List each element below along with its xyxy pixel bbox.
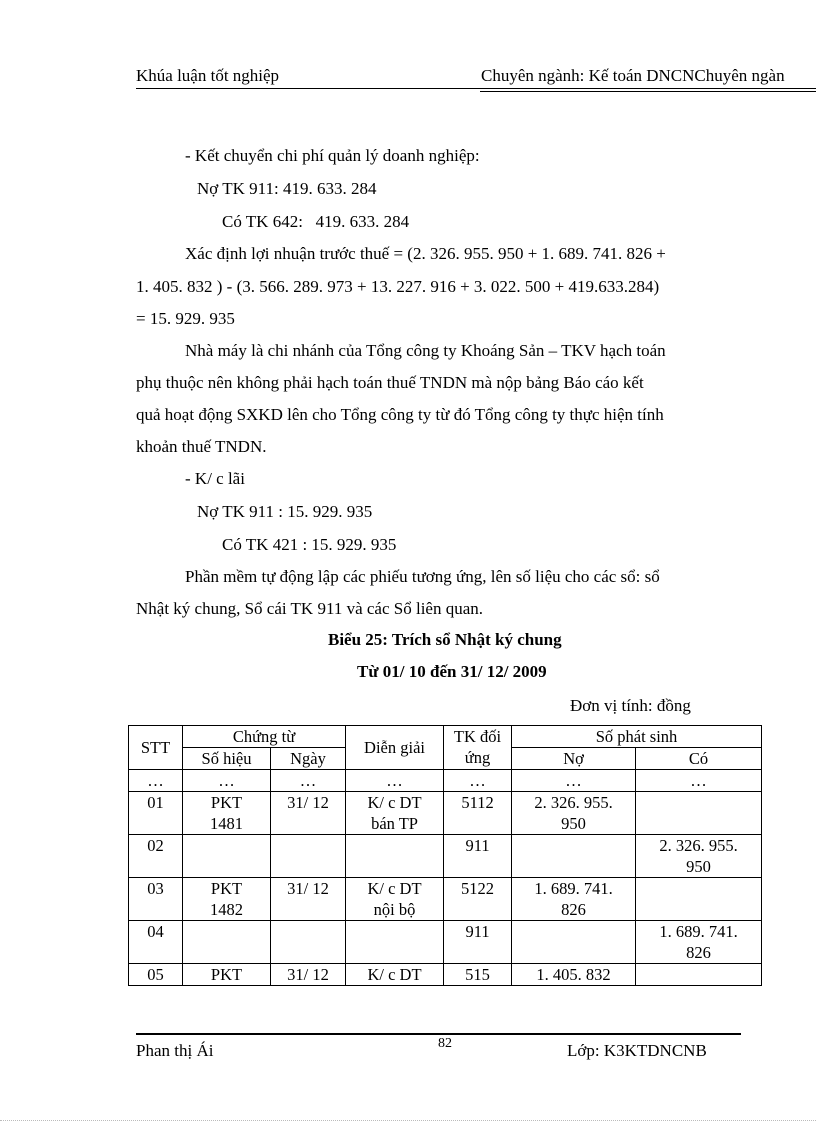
cell-line: … [565,771,582,790]
header-dien-giai: Diễn giải [346,726,444,770]
cell-line: K/ c DT [367,879,422,898]
cell-line: PKT [210,793,243,812]
paragraph-line: Nhà máy là chi nhánh của Tổng công ty Khoáng Sản – TKV hạch toán [185,341,666,360]
cell-so-hieu [183,964,271,986]
header-right: Chuyên ngành: Kế toán DNCNChuyên ngàn [481,66,785,85]
cell-so-hieu [183,792,271,835]
header-so-hieu: Số hiệu [183,748,271,770]
paragraph-line: quả hoạt động SXKD lên cho Tổng công ty từ đó Tổng công ty thực hiện tính [136,405,664,424]
footer-class: Lớp: K3KTDNCNB [567,1041,707,1060]
header-tk-doi-ung-line1: TK đối [453,727,502,746]
table-row [129,792,762,835]
cell-no [512,921,636,964]
cell-ngay: 31/ 12 [271,792,346,835]
paragraph-line: Nhật ký chung, Sổ cái TK 911 và các Sổ liên quan. [136,599,484,618]
cell-tk: … [444,770,512,792]
cell-line: 1. 689. 741. [534,879,613,898]
header-ngay: Ngày [271,748,346,770]
cell-line: 1482 [210,900,243,919]
page-number: 82 [438,1036,452,1051]
header-tk-doi-ung [444,726,512,770]
table-row [129,878,762,921]
cell-line: 826 [686,943,711,962]
cell-so-hieu [183,921,271,964]
header-so-phat-sinh: Số phát sinh [512,726,762,748]
cell-stt: 01 [129,792,183,835]
cell-line: 2. 326. 955. [534,793,613,812]
cell-line: … [690,771,707,790]
cell-co [636,921,762,964]
cell-ngay: 31/ 12 [271,878,346,921]
cell-tk: 515 [444,964,512,986]
cell-so-hieu [183,770,271,792]
cell-dien-giai [346,835,444,878]
cell-ngay: 31/ 12 [271,964,346,986]
cell-stt: 04 [129,921,183,964]
cell-ngay: … [271,770,346,792]
cell-tk: 5122 [444,878,512,921]
cell-line: … [386,771,403,790]
header-tk-doi-ung-line2: ứng [464,748,491,767]
paragraph-line: - K/ c lãi [185,469,245,488]
table-period: Từ 01/ 10 đến 31/ 12/ 2009 [357,662,547,681]
cell-no [512,964,636,986]
header-no: Nợ [512,748,636,770]
cell-dien-giai [346,878,444,921]
cell-co [636,835,762,878]
table-row [129,921,762,964]
cell-tk: 5112 [444,792,512,835]
cell-dien-giai [346,921,444,964]
cell-stt: … [129,770,183,792]
paragraph-line: Có TK 642: 419. 633. 284 [222,212,410,231]
cell-no [512,770,636,792]
cell-stt: 03 [129,878,183,921]
cell-ngay [271,921,346,964]
paragraph-line: - Kết chuyển chi phí quản lý doanh nghiệp: [185,146,480,165]
cell-line: PKT [210,879,243,898]
cell-line: K/ c DT [367,965,422,984]
paragraph-line: Có TK 421 : 15. 929. 935 [222,535,397,554]
table-row [129,835,762,878]
cell-line: nội bộ [373,900,416,919]
table-row [129,770,762,792]
cell-co [636,792,762,835]
cell-line: 950 [686,857,711,876]
cell-dien-giai [346,964,444,986]
cell-line: K/ c DT [367,793,422,812]
cell-line: 826 [561,900,586,919]
cell-so-hieu [183,878,271,921]
cell-no [512,878,636,921]
header-rule [136,88,816,89]
cell-tk: 911 [444,835,512,878]
header-left: Khúa luận tốt nghiệp [136,66,280,85]
cell-line: … [218,771,235,790]
header-chung-tu: Chứng từ [183,726,346,748]
cell-line: 1481 [210,814,243,833]
cell-ngay [271,835,346,878]
cell-line: PKT [210,965,243,984]
cell-line: 1. 405. 832 [536,965,611,984]
cell-co [636,964,762,986]
footer-author: Phan thị Ái [136,1041,214,1060]
cell-tk: 911 [444,921,512,964]
cell-so-hieu [183,835,271,878]
header-stt: STT [129,726,183,770]
cell-co [636,770,762,792]
table-row [129,964,762,986]
cell-stt: 05 [129,964,183,986]
footer-rule [136,1033,741,1035]
table-unit: Đơn vị tính: đồng [570,696,691,715]
paragraph-line: 1. 405. 832 ) - (3. 566. 289. 973 + 13. 227. 916 + 3. 022. 500 + 419.633.284) [136,277,660,296]
table-title: Biểu 25: Trích sổ Nhật ký chung [328,630,562,649]
paragraph-line: = 15. 929. 935 [136,309,235,328]
cell-line: 2. 326. 955. [659,836,738,855]
journal-table [128,725,762,986]
paragraph-line: Phần mềm tự động lập các phiếu tương ứng, lên số liệu cho các sổ: sổ [185,567,660,586]
cell-line: 1. 689. 741. [659,922,738,941]
cell-line: bán TP [371,814,418,833]
paragraph-line: khoản thuế TNDN. [136,437,267,456]
cell-dien-giai [346,792,444,835]
cell-stt: 02 [129,835,183,878]
cell-no [512,792,636,835]
header-rule-secondary [480,91,816,92]
header-co: Có [636,748,762,770]
cell-dien-giai [346,770,444,792]
cell-no [512,835,636,878]
paragraph-line: Xác định lợi nhuận trước thuế = (2. 326. 955. 950 + 1. 689. 741. 826 + [185,244,666,263]
cell-co [636,878,762,921]
cell-line: 950 [561,814,586,833]
paragraph-line: Nợ TK 911: 419. 633. 284 [197,179,377,198]
page-bottom-dots [0,1120,816,1121]
paragraph-line: Nợ TK 911 : 15. 929. 935 [197,502,373,521]
paragraph-line: phụ thuộc nên không phải hạch toán thuế TNDN mà nộp bảng Báo cáo kết [136,373,644,392]
